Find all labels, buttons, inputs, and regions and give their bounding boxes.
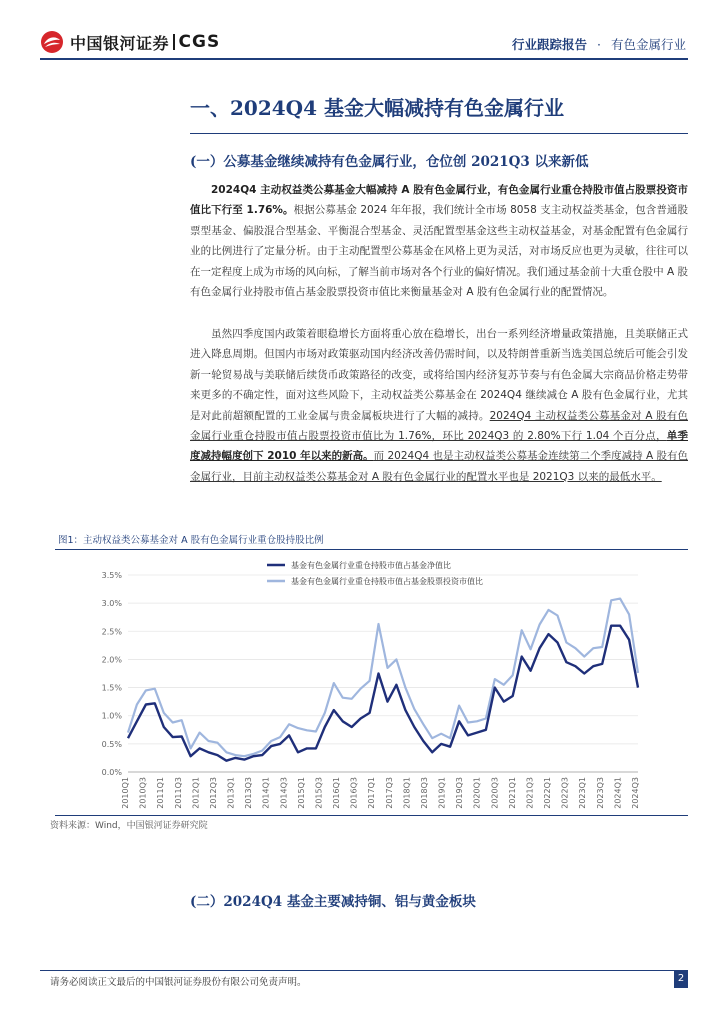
x-tick-label: 2024Q3 [631,777,640,809]
x-tick-label: 2015Q3 [314,777,324,809]
chart-grid [102,571,640,809]
header-report-info [512,35,686,53]
x-tick-label: 2021Q3 [525,777,535,809]
x-tick-label: 2018Q3 [419,777,429,809]
legend-label: 基金有色金属行业重仓持股市值占基金股票投资市值比 [291,577,483,586]
logo-cgs: CGS [178,32,221,52]
x-tick-label: 2011Q1 [156,777,166,809]
logo-text: 中国银河证券 [70,33,170,53]
header-divider [40,58,688,60]
paragraph-2-bold-underlined: 单季度减持幅度创下 2010 年以来的新高。 [190,430,688,463]
x-tick-label: 2019Q3 [455,777,465,809]
x-tick-label: 2022Q3 [560,777,570,809]
x-tick-label: 2015Q1 [296,777,306,809]
x-tick-label: 2014Q3 [279,777,289,809]
x-tick-label: 2023Q3 [595,777,605,809]
paragraph-2-underlined-1: 2024Q4 主动权益类公募基金对 A 股有色金属行业重仓持股市值占股票投资市值比为 1.76%，环比 2024Q3 的 2.80%下行 1.04 个百分点， [190,409,688,443]
page-header [0,0,724,62]
section-divider [190,133,688,134]
legend-label: 基金有色金属行业重仓持股市值占基金净值比 [291,561,451,570]
y-tick-label: 1.0% [101,711,122,721]
x-tick-label: 2014Q1 [261,777,271,809]
figure-title: 图1：主动权益类公募基金对 A 股有色金属行业重仓股持股比例 [58,535,324,546]
company-logo [40,30,220,54]
paragraph-2-body: 虽然四季度国内政策着眼稳增长方面将重心放在稳增长，出台一系列经济增量政策措施，且美联储正式进入降息周期。但国内市场对政策驱动国内经济改善仍需时间，以及特朗普重新当选美国总统后可能会引发新一轮贸易战与美联储后续货币政策路径的改变，或将给国内经济复苏节奏与有色金属大宗商品价格走势带来更多的不确定性，面对这些风险下，主动权益类公募基金在 2024Q4 继续减仓 A 股有色金属行业，尤其是对此前超额配置的工业金属与贵金属板块进行了大幅的减持。 [190,328,688,422]
y-tick-label: 0.0% [101,768,122,777]
x-tick-label: 2016Q1 [332,777,342,809]
x-tick-label: 2011Q3 [173,777,183,809]
x-tick-label: 2012Q1 [191,777,201,809]
line-chart [55,550,688,815]
y-tick-label: 3.0% [101,599,122,609]
x-tick-label: 2013Q3 [244,777,254,809]
paragraph-1-lead: 2024Q4 主动权益类公募基金大幅减持 A 股有色金属行业，有色金属行业重仓持股市值占股票投资市值比下行至 1.76%。 [190,184,688,217]
x-tick-label: 2010Q3 [138,777,148,809]
x-tick-label: 2017Q1 [367,777,377,809]
y-tick-label: 2.5% [101,627,122,637]
x-tick-label: 2024Q1 [613,777,623,809]
x-tick-label: 2023Q1 [578,777,588,809]
chart-legend [267,560,483,586]
x-tick-label: 2018Q1 [402,777,412,809]
x-tick-label: 2019Q1 [437,777,447,809]
x-tick-label: 2013Q1 [226,777,236,809]
figure-bottom-divider [55,815,688,816]
figure-source: 资料来源：Wind，中国银河证券研究院 [50,821,208,831]
industry-name: 有色金属行业 [610,37,686,52]
y-tick-label: 0.5% [101,739,122,749]
y-tick-label: 1.5% [101,683,122,693]
x-tick-label: 2022Q1 [543,777,553,809]
chart-series [128,599,638,761]
report-type: 行业跟踪报告 [512,37,588,52]
galaxy-logo-icon [40,30,64,54]
paragraph-2-underlined-2: 而 2024Q4 也是主动权益类公募基金连续第二个季度减持 A 股有色金属行业，目前主动权益类公募基金对 A 股有色金属行业的配置水平也是 2021Q3 以来的最低水平。 [190,450,688,483]
subsection-title-2: (二）2024Q4 基金主要减持铜、铝与黄金板块 [190,894,476,910]
x-tick-label: 2010Q1 [121,777,130,809]
x-tick-label: 2020Q3 [490,777,500,809]
footer-divider [40,970,688,971]
footer-disclaimer: 请务必阅读正文最后的中国银河证券股份有限公司免责声明。 [50,977,307,988]
series-line [128,599,638,757]
x-tick-label: 2017Q3 [384,777,394,809]
page-number: 2 [674,970,688,988]
logo-separator [173,34,175,50]
paragraph-1-body: 根据公募基金 2024 年年报，我们统计全市场 8058 支主动权益类基金，包含普通股票型基金、偏股混合型基金、平衡混合型基金、灵活配置型基金这些主动权益基金，对基金配置有色金属行业的比例进行了定量分析。由于主动配置型公募基金在风格上更为灵活，对市场反应也更为灵敏，往往可以在一定程度上成为市场的风向标，了解当前市场对各个行业的偏好情况。我们通过基金前十大重仓股中 A 股有色金属行业持股市值占基金股票投资市值比来衡量基金对 A 股有色金属行业的配置情况。 [190,204,688,299]
paragraph-2 [190,324,688,487]
subsection-title-1: (一）公募基金继续减持有色金属行业，仓位创 2021Q3 以来新低 [190,154,589,170]
x-tick-label: 2016Q3 [349,777,359,809]
y-tick-label: 3.5% [101,571,122,580]
section-title: 一、2024Q4 基金大幅减持有色金属行业 [190,96,564,120]
x-tick-label: 2012Q3 [208,777,218,809]
x-tick-label: 2021Q1 [507,777,517,809]
y-tick-label: 2.0% [101,655,122,665]
x-tick-label: 2020Q1 [472,777,482,809]
paragraph-1 [190,180,688,302]
header-separator: · [597,37,601,52]
